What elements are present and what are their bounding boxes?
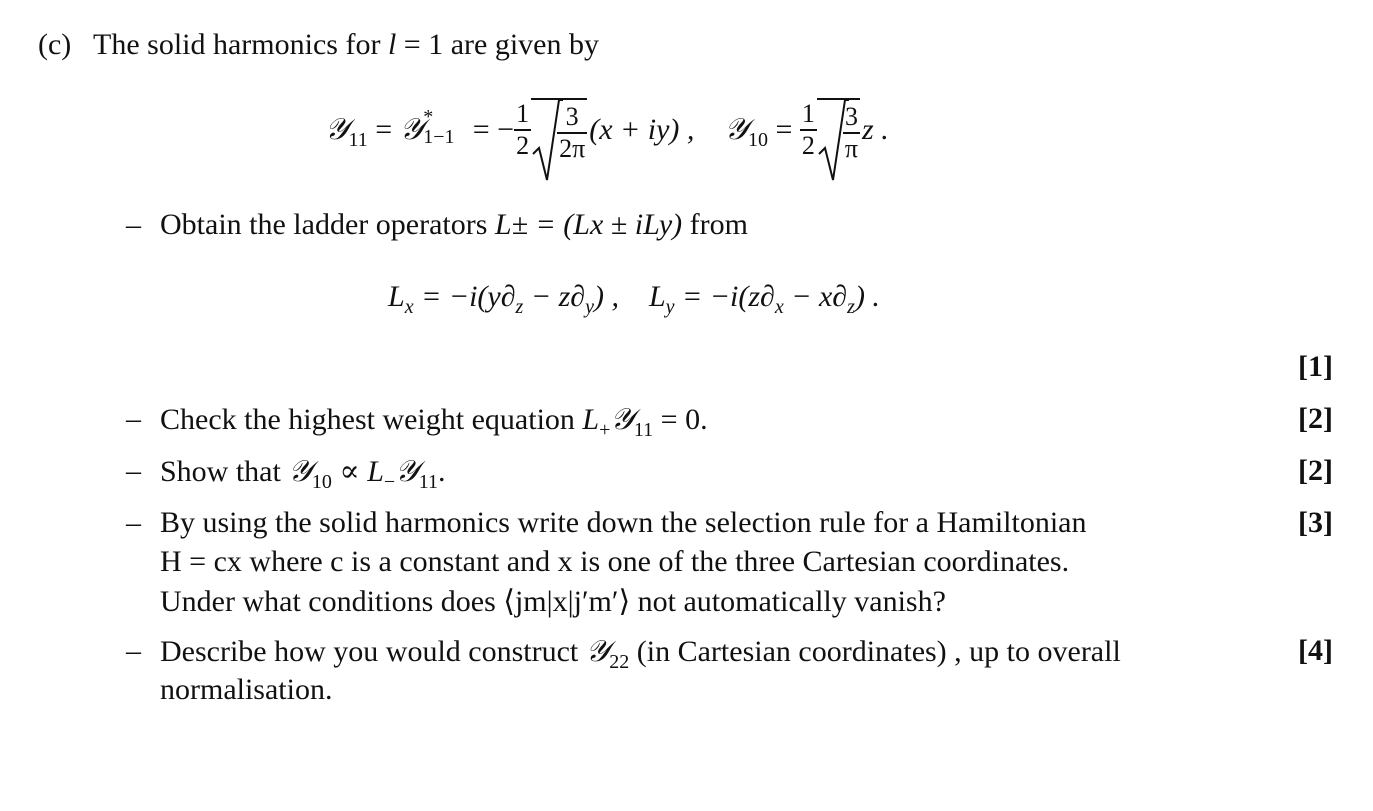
ly-symbol: L [648, 280, 666, 313]
sqrt-3-over-pi [817, 98, 860, 166]
frac3-den: 2 [801, 131, 815, 160]
bullet5-Y: 𝒴 [585, 634, 610, 669]
mark-4: [3] [1298, 506, 1333, 539]
mid2: − x∂ [783, 280, 848, 313]
bullet3-L-sub: − [383, 471, 396, 493]
equals-3: = [767, 112, 800, 146]
close1: ) , [593, 280, 619, 313]
ystar-symbol: 𝒴 [399, 111, 424, 147]
bullet3-Y2: 𝒴 [395, 454, 419, 489]
ystar-indices [423, 106, 465, 152]
frac1-den: 2 [516, 131, 530, 160]
y10-subscript: 10 [747, 128, 768, 151]
ly-sub: y [665, 296, 675, 318]
bullet3-Y2-sub: 11 [418, 471, 438, 493]
equals-minus: = − [465, 112, 515, 146]
bullet2-text: Check the highest weight equation [160, 403, 575, 436]
intro-line [93, 28, 599, 62]
mark-2: [2] [1298, 402, 1333, 435]
dx-sub: x [774, 296, 784, 318]
ystar-subscript: 1−1 [423, 126, 455, 148]
intro-var: l [387, 28, 397, 61]
mark-1: [1] [1298, 350, 1333, 383]
y10-symbol: 𝒴 [724, 111, 748, 147]
ystar-superscript: * [423, 106, 434, 128]
bullet2-tail: = 0. [653, 403, 708, 436]
close2: ) . [854, 280, 880, 313]
bullet3-tail: . [437, 455, 446, 488]
dy-sub: y [585, 296, 594, 318]
mid1: − z∂ [523, 280, 586, 313]
bullet4-line2: H = cx where c is a constant and x is one of the three Cartesian coordinates. [160, 545, 1070, 578]
dz-sub-2: z [847, 296, 855, 318]
bullet1-tail: from [689, 208, 748, 241]
solid-harmonics-equation [325, 98, 889, 184]
y11-symbol: 𝒴 [325, 111, 349, 147]
bullet5-post: (in Cartesian coordinates) , up to overall [636, 635, 1121, 668]
frac3-num: 1 [800, 99, 817, 131]
bullet5-line1 [160, 634, 1121, 673]
bullet-dash-3: – [126, 454, 141, 487]
fraction-3-over-pi [843, 102, 860, 164]
ly-rhs: = −i(z∂ [674, 280, 775, 313]
bullet-dash-5: – [126, 634, 141, 667]
bullet5-pre: Describe how you would construct [160, 635, 579, 668]
frac2-den: 2π [559, 134, 586, 163]
intro-text: The solid harmonics for [93, 28, 381, 61]
frac1-num: 1 [514, 99, 531, 131]
equals-1: = [367, 112, 400, 146]
bullet2-L-sub: + [599, 419, 611, 441]
fraction-3-over-2pi [557, 102, 587, 164]
mark-5: [4] [1298, 634, 1333, 667]
part-label: (c) [38, 28, 72, 61]
bullet-dash-2: – [126, 402, 141, 435]
intro-eq: = 1 are given by [396, 28, 599, 61]
bullet-dash-1: – [126, 208, 141, 241]
angular-momentum-equation [388, 280, 880, 318]
bullet3-Y: 𝒴 [288, 454, 312, 489]
fraction-one-half-b [800, 99, 817, 161]
bullet2-Y-sub: 11 [633, 419, 654, 441]
lx-symbol: L [388, 280, 405, 313]
bullet4-line1: By using the solid harmonics write down the selection rule for a Hamiltonian [160, 506, 1087, 539]
bullet4-line3: Under what conditions does ⟨jm|x|j′m′⟩ not automatically vanish? [160, 585, 946, 618]
bullet-show-that [160, 454, 446, 493]
bullet2-L: L [582, 403, 600, 436]
frac4-den: π [844, 134, 859, 163]
bullet5-Y-sub: 22 [609, 651, 630, 673]
lx-sub: x [404, 296, 414, 318]
bullet-highest-weight [160, 402, 708, 441]
z-tail: z . [862, 112, 889, 146]
fraction-one-half-a [514, 99, 531, 161]
bullet1-math: L± = (Lx ± iLy) [494, 208, 683, 241]
bullet5-line2: normalisation. [160, 673, 333, 706]
lx-rhs: = −i(y∂ [413, 280, 516, 313]
mark-3: [2] [1298, 454, 1333, 487]
y11-subscript: 11 [348, 128, 368, 151]
bullet-dash-4: – [126, 506, 141, 539]
frac2-num: 3 [557, 102, 587, 134]
bullet3-text: Show that [160, 455, 281, 488]
frac4-num: 3 [843, 102, 860, 134]
x-plus-iy: (x + iy) , [589, 112, 695, 146]
bullet3-prop: ∝ [331, 455, 368, 488]
bullet2-Y: 𝒴 [610, 402, 634, 437]
bullet3-L: L [367, 455, 384, 488]
dz-sub: z [515, 296, 524, 318]
bullet1-text: Obtain the ladder operators [160, 208, 488, 241]
bullet3-Y-sub: 10 [311, 471, 332, 493]
bullet-ladder-operators [160, 208, 748, 242]
sqrt-3-over-2pi [531, 98, 587, 166]
